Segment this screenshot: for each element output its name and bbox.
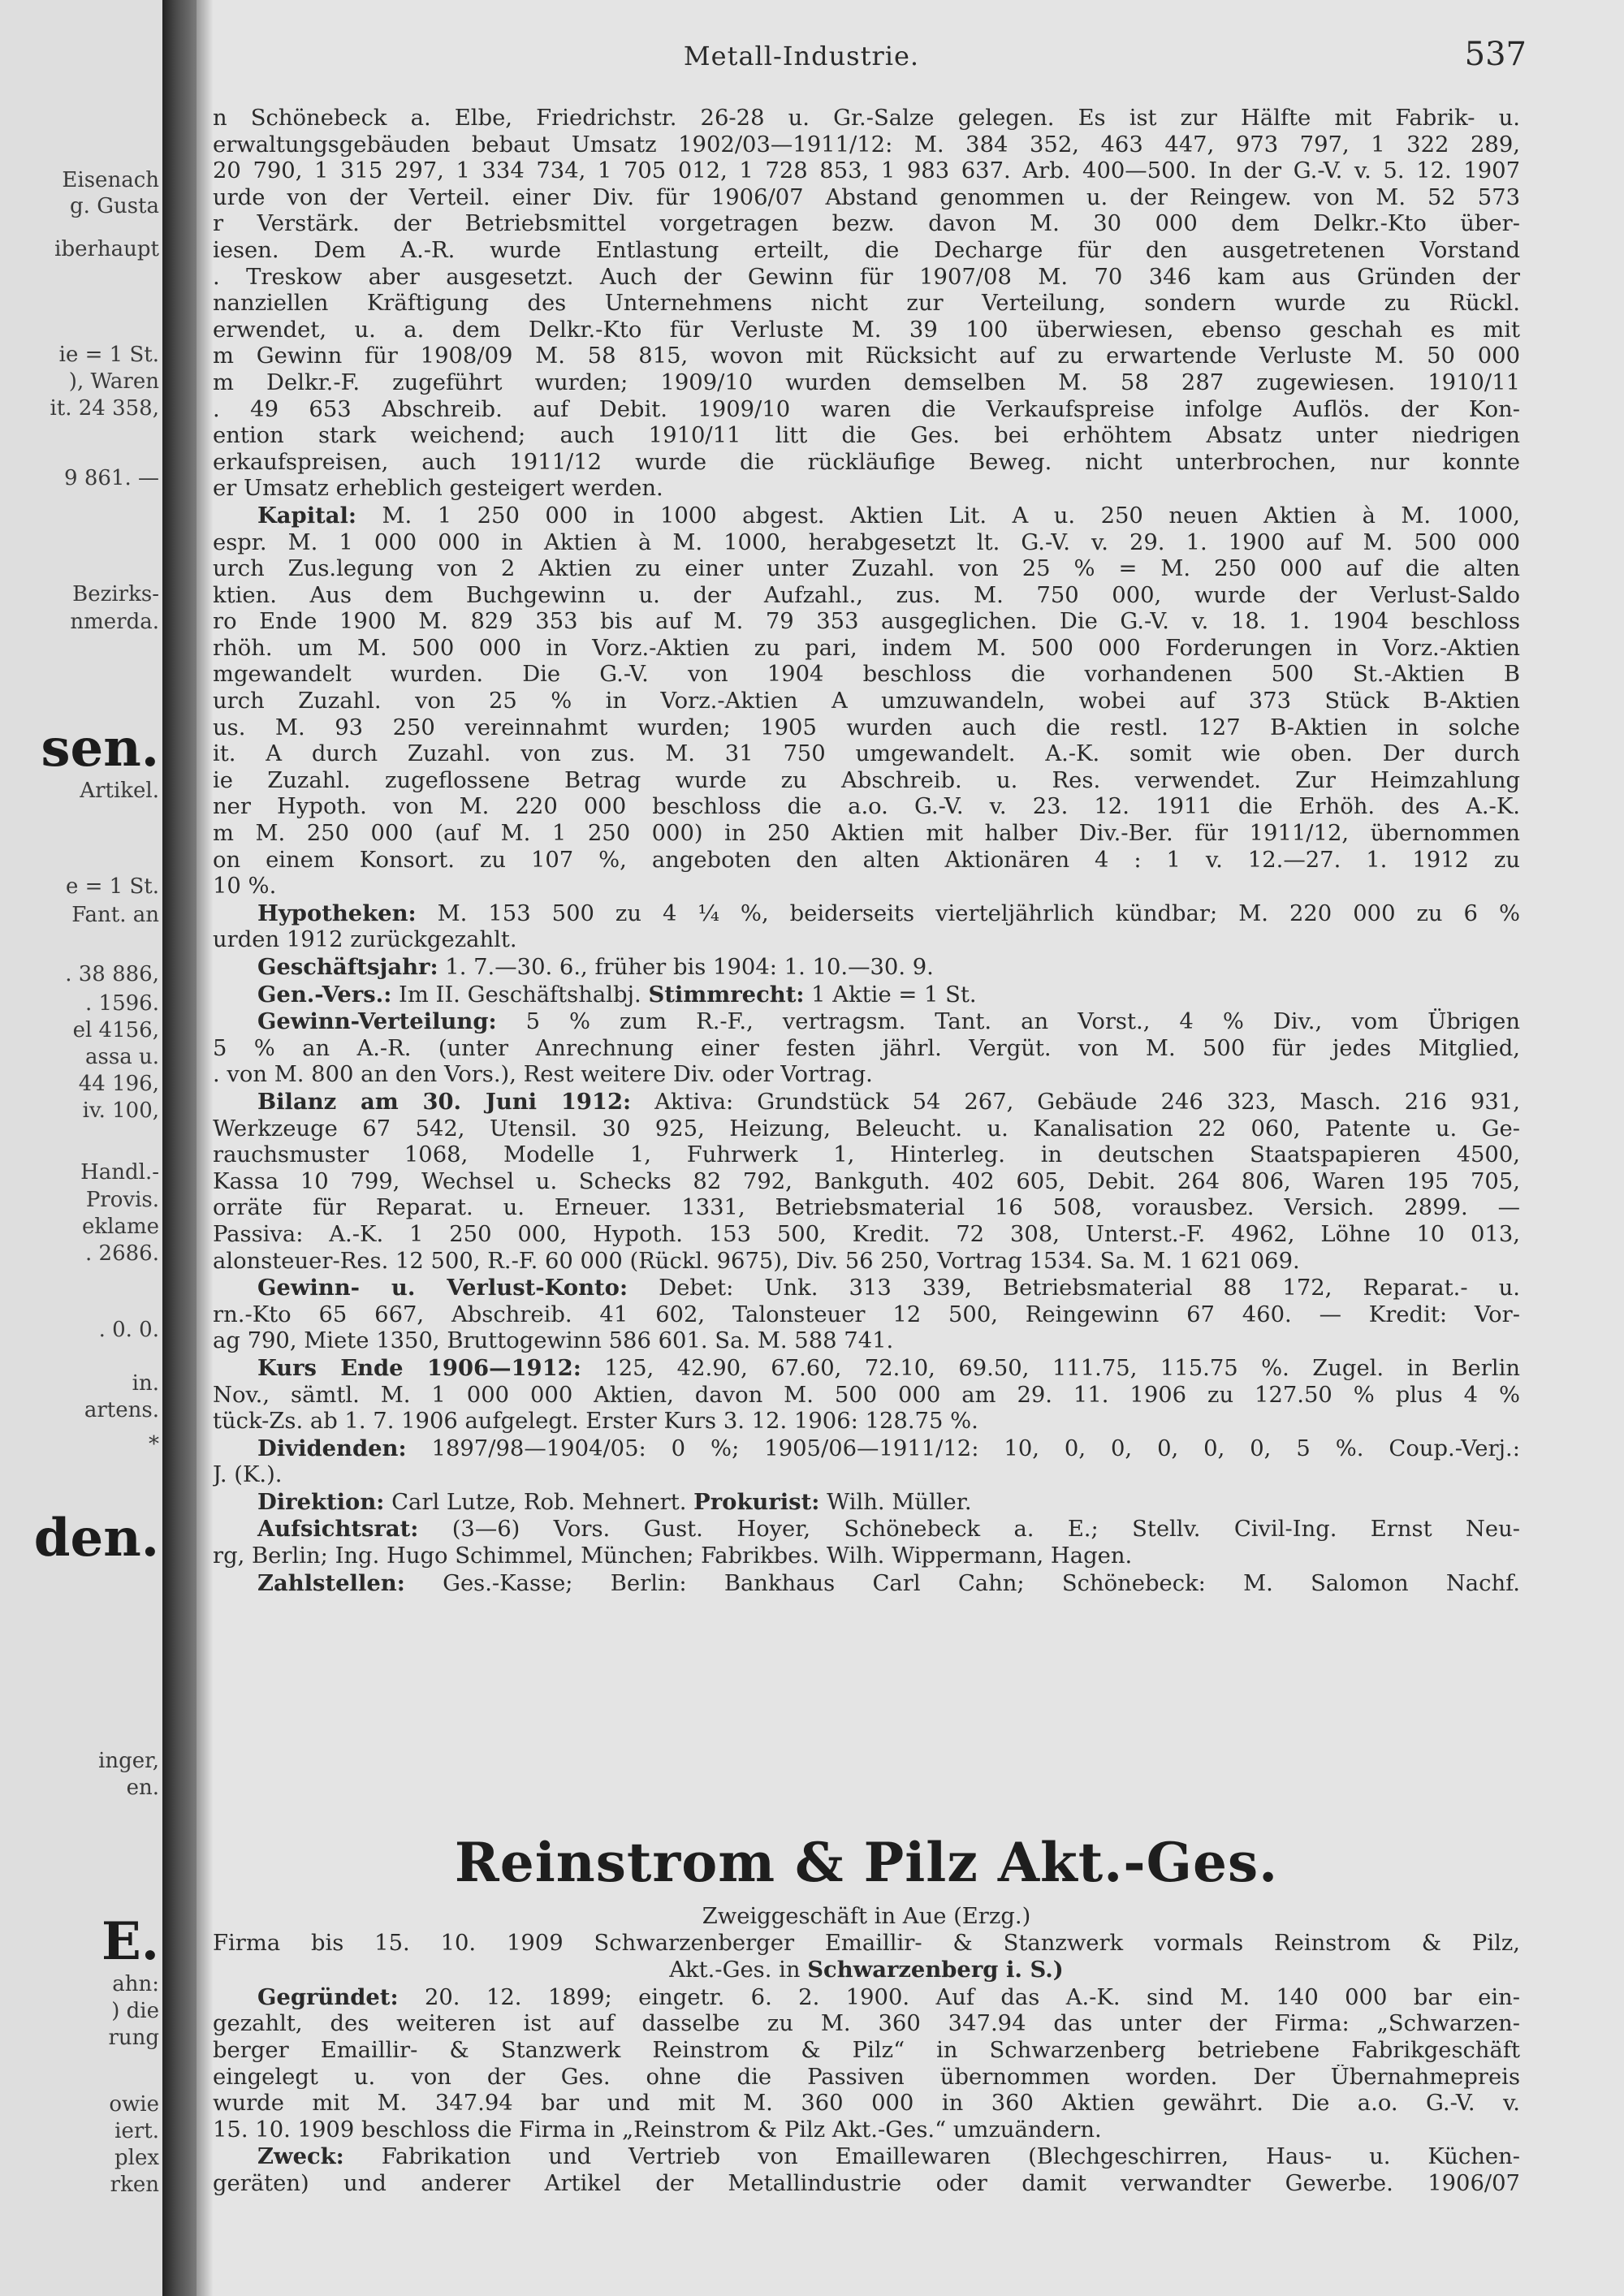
left-page-text: nmerda. (70, 610, 159, 634)
line-text: tück-Zs. ab 1. 7. 1906 aufgelegt. Erster Kurs 3. 12. 1906: 128.75 %. (213, 1409, 978, 1435)
text-line (213, 1008, 1520, 1036)
section-label: Hypotheken: (257, 900, 417, 926)
line-text: Fabrikation und Vertrieb von Emaillewaren (Blechgeschirren, Haus- u. Küchen- (381, 2144, 1520, 2170)
left-page-text: . 2686. (85, 1241, 159, 1266)
text-line (213, 556, 1520, 583)
section-label: Prokurist: (693, 1488, 820, 1515)
left-page-text: en. (126, 1776, 159, 1800)
left-page-heading: E. (101, 1911, 159, 1972)
line-text: 20. 12. 1899; eingetr. 6. 2. 1900. Auf das A.-K. sind M. 140 000 bar ein- (424, 1984, 1520, 2010)
text-line (213, 2143, 1520, 2171)
line-text: Aktiva: Grundstück 54 267, Gebäude 246 323, Masch. 216 931, (654, 1089, 1520, 1115)
text-line (213, 768, 1520, 795)
line-text: eingelegt u. von der Ges. ohne die Passiven übernommen worden. Der Übernahmepreis (213, 2064, 1520, 2090)
line-text: rn.-Kto 65 667, Abschreib. 41 602, Talonsteuer 12 500, Reingewinn 67 460. — Kredit: Vor- (213, 1301, 1520, 1327)
line-text: wurde mit M. 347.94 bar und mit M. 360 000 in 360 Aktien gewährt. Die a.o. G.-V. v. (213, 2091, 1520, 2117)
section-label: Bilanz am 30. Juni 1912: (257, 1088, 632, 1115)
line-text: gezahlt, des weiteren ist auf dasselbe zu M. 360 347.94 das unter der Firma: „Schwarzen- (213, 2011, 1520, 2037)
line-text: nanziellen Kräftigung des Unternehmens nicht zur Verteilung, sondern wurde zu Rückl. (213, 291, 1520, 317)
text-line (213, 2171, 1520, 2198)
text-line (213, 741, 1520, 768)
line-text: Firma bis 15. 10. 1909 Schwarzenberger Emaillir- & Stanzwerk vormals Reinstrom & Pilz, (213, 1930, 1520, 1956)
left-page-text: iberhaupt (54, 237, 159, 261)
text-line (213, 1169, 1520, 1196)
text-line (213, 1036, 1520, 1063)
section-label: Gewinn-Verteilung: (257, 1008, 497, 1035)
line-text: it. A durch Zuzahl. von zus. M. 31 750 umgewandelt. A.-K. somit wie oben. Der durch (213, 741, 1520, 767)
line-text: erwendet, u. a. dem Delkr.-Kto für Verluste M. 39 100 überwiesen, ebenso geschah es mit (213, 317, 1520, 343)
line-text: espr. M. 1 000 000 in Aktien à M. 1000, herabgesetzt lt. G.-V. v. 29. 1. 1900 auf M. 500 000 (213, 529, 1520, 555)
text-line (213, 1516, 1520, 1543)
page-edge-shadow (197, 0, 213, 2296)
line-text: Kassa 10 799, Wechsel u. Schecks 82 792, Bankguth. 402 605, Debit. 264 806, Waren 195 705, (213, 1168, 1520, 1194)
line-text: 125, 42.90, 67.60, 72.10, 69.50, 111.75, 115.75 %. Zugel. in Berlin (604, 1355, 1520, 1381)
text-line (213, 1957, 1520, 1984)
line-text: 20 790, 1 315 297, 1 334 734, 1 705 012, 1 728 853, 1 983 637. Arb. 400—500. In der G.-V. v. 5. 12. 1907 (213, 158, 1520, 184)
left-page-text: ) die (111, 1999, 159, 2023)
text-line (213, 185, 1520, 212)
line-text: Im II. Geschäftshalbj. (399, 982, 641, 1008)
left-page-text: Fant. an (71, 903, 159, 927)
left-page-text: Provis. (85, 1188, 159, 1212)
text-line (213, 1543, 1520, 1570)
line-text: (3—6) Vors. Gust. Hoyer, Schönebeck a. E.; Stellv. Civil-Ing. Ernst Neu- (451, 1517, 1520, 1543)
line-text: Debet: Unk. 313 339, Betriebsmaterial 88 172, Reparat.- u. (659, 1275, 1520, 1301)
page-header (213, 36, 1624, 84)
line-text: er Umsatz erheblich gesteigert werden. (213, 476, 663, 502)
line-text: 1 Aktie = 1 St. (804, 982, 977, 1008)
left-page-text: assa u. (85, 1045, 159, 1069)
text-line (213, 794, 1520, 821)
line-text: rg, Berlin; Ing. Hugo Schimmel, München; Fabrikbes. Wilh. Wippermann, Hagen. (213, 1543, 1133, 1569)
text-line (213, 927, 1520, 954)
line-text: iesen. Dem A.-R. wurde Entlastung erteilt, die Decharge für den ausgetretenen Vorstand (213, 237, 1520, 263)
line-text: Zweiggeschäft in Aue (Erzg.) (702, 1904, 1031, 1929)
left-page-text: . 0. 0. (98, 1318, 159, 1342)
line-text: rhöh. um M. 500 000 in Vorz.-Aktien zu pari, indem M. 500 000 Forderungen in Vorz.-Aktien (213, 635, 1520, 661)
left-page-text: artens. (84, 1398, 159, 1422)
line-text: 15. 10. 1909 beschloss die Firma in „Reinstrom & Pilz Akt.-Ges.“ umzuändern. (213, 2117, 1102, 2143)
section-label: Kapital: (257, 502, 357, 529)
line-text: . von M. 800 an den Vors.), Rest weitere Div. oder Vortrag. (213, 1062, 873, 1088)
line-text: urch Zuzahl. von 25 % in Vorz.-Aktien A umzuwandeln, wobei auf 373 Stück B-Aktien (213, 688, 1520, 714)
line-text: ag 790, Miete 1350, Bruttogewinn 586 601. Sa. M. 588 741. (213, 1328, 894, 1354)
text-line (213, 1222, 1520, 1249)
text-line (213, 158, 1520, 185)
line-text: M. 153 500 zu 4 ¼ %, beiderseits vierteljährlich kündbar; M. 220 000 zu 6 % (437, 900, 1520, 926)
left-page-text: Bezirks- (72, 582, 159, 606)
text-line (213, 291, 1520, 317)
text-line (213, 2065, 1520, 2091)
text-line (213, 900, 1520, 928)
running-head: Metall-Industrie. (683, 41, 920, 71)
text-line (213, 982, 1520, 1009)
section-label: Gen.-Vers.: (257, 981, 392, 1008)
line-text: ie Zuzahl. zugeflossene Betrag wurde zu Abschreib. u. Res. verwendet. Zur Heimzahlung (213, 767, 1520, 793)
line-text: urch Zus.legung von 2 Aktien zu einer unter Zuzahl. von 25 % = M. 250 000 auf die alten (213, 556, 1520, 582)
line-text: . Treskow aber ausgesetzt. Auch der Gewinn für 1907/08 M. 70 346 kam aus Gründen der (213, 264, 1520, 290)
text-line (213, 211, 1520, 238)
left-page-text: ), Waren (68, 369, 159, 394)
company-text-column (213, 1904, 1520, 2198)
section-label: Dividenden: (257, 1435, 407, 1461)
text-line (213, 317, 1520, 344)
left-page-text: rung (108, 2026, 159, 2050)
section-label: Schwarzenberg i. S.) (807, 1957, 1064, 1983)
section-label: Zweck: (257, 2143, 344, 2170)
line-text: ro Ende 1900 M. 829 353 bis auf M. 79 353 ausgeglichen. Die G.-V. v. 18. 1. 1904 beschloss (213, 609, 1520, 635)
text-line (213, 662, 1520, 688)
left-page-text: 9 861. — (64, 466, 159, 490)
line-text: Nov., sämtl. M. 1 000 000 Aktien, davon M. 500 000 am 29. 11. 1906 zu 127.50 % plus 4 % (213, 1382, 1520, 1408)
text-line (213, 1355, 1520, 1383)
line-text: 5 % zum R.-F., vertragsm. Tant. an Vorst., 4 % Div., vom Übrigen (525, 1009, 1520, 1035)
text-line (213, 1062, 1520, 1089)
left-page-text: ie = 1 St. (58, 343, 159, 367)
line-text: r Verstärk. der Betriebsmittel vorgetragen bezw. davon M. 30 000 dem Delkr.-Kto über- (213, 211, 1520, 237)
line-text: 1. 7.—30. 6., früher bis 1904: 1. 10.—30. 9. (445, 955, 934, 980)
section-label: Geschäftsjahr: (257, 954, 438, 980)
line-text: urden 1912 zurückgezahlt. (213, 927, 517, 953)
text-line (213, 2117, 1520, 2144)
text-line (213, 1195, 1520, 1222)
line-text: 1897/98—1904/05: 0 %; 1905/06—1911/12: 10, 0, 0, 0, 0, 0, 5 %. Coup.-Verj.: (431, 1435, 1520, 1461)
text-line (213, 688, 1520, 715)
left-page-text: 44 196, (78, 1072, 159, 1096)
left-page-text: e = 1 St. (65, 874, 159, 899)
line-text: on einem Konsort. zu 107 %, angeboten den alten Aktionären 4 : 1 v. 12.—27. 1. 1912 zu (213, 847, 1520, 873)
line-text: erkaufspreisen, auch 1911/12 wurde die rückläufige Beweg. nicht unterbrochen, nur konnte (213, 449, 1520, 475)
text-line (213, 370, 1520, 397)
text-line (213, 132, 1520, 159)
left-page-text: inger, (98, 1749, 159, 1773)
text-line (213, 1116, 1520, 1143)
text-line (213, 1383, 1520, 1409)
line-text: us. M. 93 250 vereinnahmt wurden; 1905 wurden auch die restl. 127 B-Aktien in solche (213, 714, 1520, 740)
left-page-text: Handl.- (80, 1160, 159, 1185)
text-line (213, 2011, 1520, 2038)
text-line (213, 1931, 1520, 1957)
line-text: M. 1 250 000 in 1000 abgest. Aktien Lit. A u. 250 neuen Aktien à M. 1000, (382, 503, 1520, 529)
left-page-text: plex (114, 2146, 159, 2170)
line-text: ner Hypoth. von M. 220 000 beschloss die a.o. G.-V. v. 23. 12. 1911 die Erhöh. des A.-K. (213, 794, 1520, 820)
line-text: geräten) und anderer Artikel der Metallindustrie oder damit verwandter Gewerbe. 1906/07 (213, 2170, 1520, 2196)
page-number: 537 (1464, 36, 1527, 73)
book-gutter (162, 0, 197, 2296)
left-page-heading: sen. (41, 718, 159, 779)
section-label: Gewinn- u. Verlust-Konto: (257, 1275, 628, 1301)
line-text: . 49 653 Abschreib. auf Debit. 1909/10 waren die Verkaufspreise infolge Auflös. der Kon- (213, 396, 1520, 422)
text-line (213, 530, 1520, 557)
text-line (213, 848, 1520, 874)
line-text: 5 % an A.-R. (unter Anrechnung einer festen jährl. Vergüt. von M. 500 für jedes Mitglied, (213, 1035, 1520, 1061)
main-text-column (213, 106, 1520, 1597)
left-page-text: it. 24 358, (50, 396, 159, 421)
text-line (213, 821, 1520, 848)
line-text: Werkzeuge 67 542, Utensil. 30 925, Heizung, Beleucht. u. Kanalisation 22 060, Patente u. Ge- (213, 1116, 1520, 1142)
text-line (213, 1489, 1520, 1517)
left-page-text: rken (110, 2173, 159, 2197)
text-line (213, 1249, 1520, 1275)
section-label: Zahlstellen: (257, 1569, 405, 1596)
text-line (213, 1984, 1520, 2012)
text-line (213, 2091, 1520, 2117)
line-text: alonsteuer-Res. 12 500, R.-F. 60 000 (Rückl. 9675), Div. 56 250, Vortrag 1534. Sa. M. 1 621 069. (213, 1248, 1300, 1274)
left-page-heading: den. (33, 1508, 159, 1569)
text-line (213, 2038, 1520, 2065)
text-line (213, 583, 1520, 610)
line-text: Carl Lutze, Rob. Mehnert. (391, 1489, 687, 1515)
line-text: ention stark weichend; auch 1910/11 litt die Ges. bei erhöhtem Absatz unter niedrigen (213, 423, 1520, 449)
line-text: 10 %. (213, 874, 277, 900)
text-line (213, 1328, 1520, 1355)
text-line (213, 503, 1520, 530)
line-text: Akt.-Ges. in (669, 1957, 801, 1983)
text-line (213, 106, 1520, 132)
left-page-text: . 1596. (85, 991, 159, 1016)
left-page-text: eklame (82, 1215, 159, 1239)
text-line (213, 874, 1520, 900)
line-text: urde von der Verteil. einer Div. für 1906/07 Abstand genommen u. der Reingew. von M. 52 573 (213, 184, 1520, 210)
line-text: orräte für Reparat. u. Erneuer. 1331, Betriebsmaterial 16 508, vorausbez. Versich. 2899. — (213, 1195, 1520, 1221)
company-heading: Reinstrom & Pilz Akt.-Ges. (454, 1831, 1279, 1894)
text-line (213, 1904, 1520, 1931)
left-page-fragment (0, 0, 162, 2296)
line-text: mgewandelt wurden. Die G.-V. von 1904 beschloss die vorhandenen 500 St.-Aktien B (213, 662, 1520, 688)
text-line (213, 397, 1520, 424)
line-text: m Gewinn für 1908/09 M. 58 815, wovon mit Rücksicht auf zu erwartende Verluste M. 50 000 (213, 343, 1520, 369)
left-page-text: in. (132, 1371, 159, 1396)
section-label: Aufsichtsrat: (257, 1516, 419, 1543)
text-line (213, 1142, 1520, 1169)
line-text: Passiva: A.-K. 1 250 000, Hypoth. 153 500, Kredit. 72 308, Unterst.-F. 4962, Löhne 10 013, (213, 1221, 1520, 1247)
line-text: rauchsmuster 1068, Modelle 1, Fuhrwerk 1, Hinterleg. in deutschen Staatspapieren 4500, (213, 1142, 1520, 1168)
document-page (213, 0, 1624, 2296)
left-page-text: iert. (114, 2119, 159, 2143)
text-line (213, 609, 1520, 636)
text-line (213, 1570, 1520, 1598)
text-line (213, 238, 1520, 265)
line-text: ktien. Aus dem Buchgewinn u. der Aufzahl., zus. M. 750 000, wurde der Verlust-Saldo (213, 582, 1520, 608)
text-line (213, 1462, 1520, 1489)
left-page-text: ahn: (112, 1972, 159, 1996)
text-line (213, 954, 1520, 982)
text-line (213, 476, 1520, 503)
text-line (213, 423, 1520, 450)
section-label: Gegründet: (257, 1983, 399, 2010)
line-text: berger Emaillir- & Stanzwerk Reinstrom & Pilz“ in Schwarzenberg betriebene Fabrikgeschäft (213, 2037, 1520, 2063)
left-page-text: el 4156, (72, 1018, 159, 1042)
text-line (213, 265, 1520, 291)
line-text: m M. 250 000 (auf M. 1 250 000) in 250 Aktien mit halber Div.-Ber. für 1911/12, übernommen (213, 821, 1520, 847)
line-text: m Delkr.-F. zugeführt wurden; 1909/10 wurden demselben M. 58 287 zugewiesen. 1910/11 (213, 369, 1520, 395)
line-text: erwaltungsgebäuden bebaut Umsatz 1902/03—1911/12: M. 384 352, 463 447, 973 797, 1 322 289, (213, 132, 1520, 158)
section-label: Direktion: (257, 1488, 385, 1515)
line-text: Wilh. Müller. (819, 1489, 972, 1515)
left-page-text: * (149, 1432, 159, 1457)
left-page-text: Eisenach (62, 168, 159, 192)
text-line (213, 1435, 1520, 1463)
text-line (213, 450, 1520, 477)
left-page-text: owie (109, 2092, 159, 2117)
line-text: J. (K.). (213, 1462, 283, 1488)
line-text: n Schönebeck a. Elbe, Friedrichstr. 26-28 u. Gr.-Salze gelegen. Es ist zur Hälfte mit Fabrik- u. (213, 106, 1520, 131)
text-line (213, 636, 1520, 662)
text-line (213, 1409, 1520, 1435)
text-line (213, 343, 1520, 370)
section-label: Kurs Ende 1906—1912: (257, 1354, 581, 1381)
text-line (213, 715, 1520, 742)
line-text: Ges.-Kasse; Berlin: Bankhaus Carl Cahn; Schönebeck: M. Salomon Nachf. (443, 1570, 1520, 1596)
left-page-text: Artikel. (80, 779, 159, 803)
section-label: Stimmrecht: (648, 981, 805, 1008)
left-page-text: iv. 100, (82, 1098, 159, 1123)
left-page-text: g. Gusta (70, 194, 159, 218)
text-line (213, 1089, 1520, 1116)
text-line (213, 1275, 1520, 1302)
left-page-text: . 38 886, (65, 962, 159, 986)
text-line (213, 1302, 1520, 1329)
